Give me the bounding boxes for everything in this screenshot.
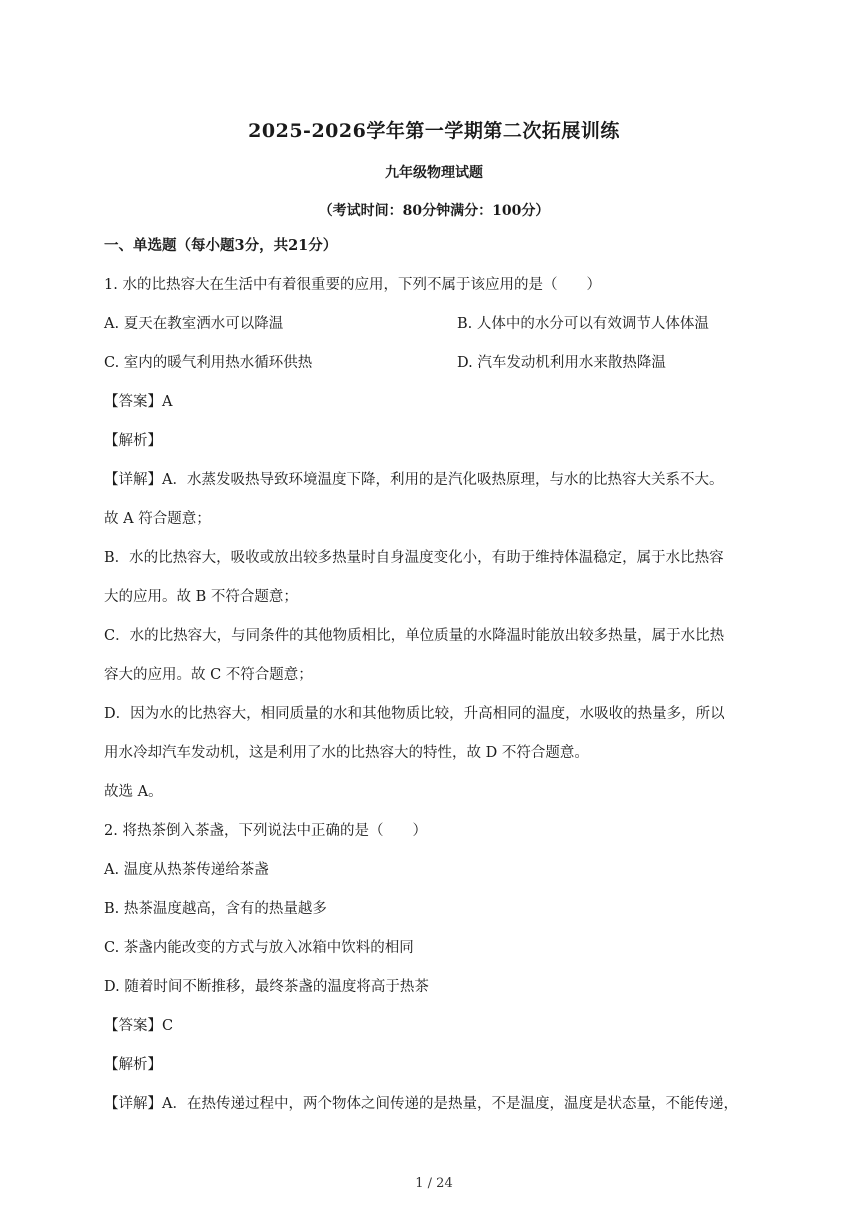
question-1-detail-line: B．水的比热容大，吸收或放出较多热量时自身温度变化小，有助于维持体温稳定，属于水比热容 — [104, 550, 724, 566]
question-2-detail-line: 【详解】A．在热传递过程中，两个物体之间传递的是热量，不是温度，温度是状态量，不能传递， — [104, 1096, 738, 1112]
question-1-detail-line: C．水的比热容大，与同条件的其他物质相比，单位质量的水降温时能放出较多热量，属于水比热 — [104, 628, 725, 644]
question-1-option-d: D. 汽车发动机利用水来散热降温 — [457, 355, 666, 371]
question-1-option-a: A. 夏天在教室洒水可以降温 — [104, 316, 284, 332]
question-2-stem: 2. 将热茶倒入茶盏，下列说法中正确的是（ ） — [104, 823, 427, 839]
question-2-analysis: 【解析】 — [104, 1057, 162, 1073]
question-1-detail-line: 用水冷却汽车发动机，这是利用了水的比热容大的特性，故 D 不符合题意。 — [104, 745, 589, 761]
page-number: 1 / 24 — [415, 1176, 453, 1191]
document-title: 2025-2026学年第一学期第二次拓展训练 — [248, 120, 620, 142]
question-1-option-b: B. 人体中的水分可以有效调节人体体温 — [457, 316, 709, 332]
exam-info: （考试时间：80分钟满分：100分） — [318, 203, 550, 219]
question-2-answer: 【答案】C — [104, 1018, 174, 1034]
question-1-detail-line: 【详解】A．水蒸发吸热导致环境温度下降，利用的是汽化吸热原理，与水的比热容大关系不大。 — [104, 472, 724, 488]
section-heading: 一、单选题（每小题3分，共21分） — [104, 237, 338, 254]
question-1-detail-line: 故 A 符合题意； — [104, 511, 211, 527]
question-2-option-d: D. 随着时间不断推移，最终茶盏的温度将高于热茶 — [104, 979, 429, 995]
question-1-answer: 【答案】A — [104, 394, 173, 410]
question-1-detail-line: D．因为水的比热容大，相同质量的水和其他物质比较，升高相同的温度，水吸收的热量多，所以 — [104, 706, 725, 722]
question-2-option-b: B. 热茶温度越高，含有的热量越多 — [104, 901, 327, 917]
question-2-option-c: C. 茶盏内能改变的方式与放入冰箱中饮料的相同 — [104, 940, 414, 956]
question-1-analysis: 【解析】 — [104, 433, 162, 449]
question-2-option-a: A. 温度从热茶传递给茶盏 — [104, 862, 269, 878]
question-1-conclusion: 故选 A。 — [104, 784, 163, 800]
question-1-option-c: C. 室内的暖气利用热水循环供热 — [104, 355, 313, 371]
document-subtitle: 九年级物理试题 — [385, 165, 483, 181]
question-1-detail-line: 容大的应用。故 C 不符合题意； — [104, 667, 313, 683]
question-1-stem: 1. 水的比热容大在生活中有着很重要的应用，下列不属于该应用的是（ ） — [104, 277, 601, 293]
question-1-detail-line: 大的应用。故 B 不符合题意； — [104, 589, 298, 605]
